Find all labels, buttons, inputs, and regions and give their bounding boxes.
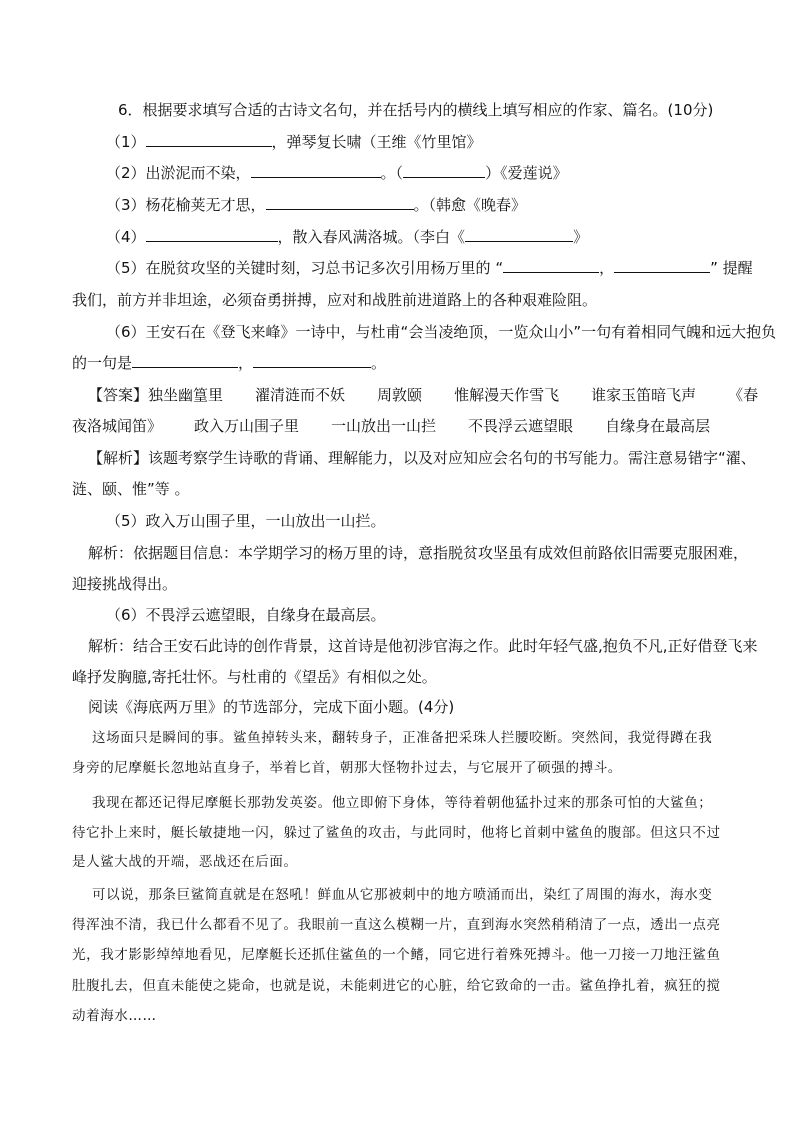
- title-blank[interactable]: [465, 227, 573, 242]
- reading-intro: 阅读《海底两万里》的节选部分，完成下面小题。(4分): [88, 698, 455, 716]
- analysis-label: 【解析】: [88, 449, 149, 467]
- question-6-item-4: （4） ，散入春风满洛城。（李白《 》: [106, 228, 589, 246]
- question-6-item-5-line2: 我们，前方并非坦途，必须奋勇拼搏，应对和战胜前进道路上的各种艰难险阻。: [72, 291, 598, 309]
- answer-blank[interactable]: [251, 163, 381, 178]
- answer-line-1: 【答案】独坐幽篁里 濯清涟而不妖 周敦颐 惟解漫天作雪飞 谁家玉笛暗飞声 《春: [88, 386, 759, 404]
- question-6-item-6-line2: 的一句是 ， 。: [72, 354, 387, 372]
- answer-blank[interactable]: [614, 258, 710, 273]
- analysis-item-6-explain-1: 解析：结合王安石此诗的创作背景，这首诗是他初涉官海之作。此时年轻气盛,抱负不凡,正好借登飞来: [88, 637, 758, 655]
- question-6-item-5-line1: （5）在脱贫攻坚的关键时刻，习总书记多次引用杨万里的 “ ， ” 提醒: [106, 259, 753, 277]
- reading-para-3-line-3: 光，我才影影绰绰地看见，尼摩艇长还抓住鲨鱼的一个鳍，同它进行着殊死搏斗。他一刀接一刀地汪鲨鱼: [72, 947, 721, 963]
- analysis-item-6: （6）不畏浮云遮望眼，自缘身在最高层。: [106, 606, 386, 624]
- reading-para-2-line-2: 待它扑上来时，艇长敏捷地一闪，躲过了鲨鱼的攻击，与此同时，他将匕首刺中鲨鱼的腹部。但这只不过: [72, 825, 721, 841]
- reading-para-2-line-3: 是人鲨大战的开端，恶战还在后面。: [72, 854, 298, 870]
- analysis-item-5-explain-2: 迎接挑战得出。: [72, 575, 178, 593]
- answer-blank[interactable]: [132, 353, 238, 368]
- answer-label: 【答案】: [88, 386, 149, 404]
- question-6-item-6-line1: （6）王安石在《登飞来峰》一诗中，与杜甫“会当凌绝顶，一览众山小”一句有着相同气魄和远大抱负: [106, 323, 777, 341]
- reading-para-2-line-1: 我现在都还记得尼摩艇长那勃发英姿。他立即俯下身体，等待着朝他猛扑过来的那条可怕的大鲨鱼；: [92, 795, 713, 811]
- analysis-item-5-explain-1: 解析：依据题目信息：本学期学习的杨万里的诗，意指脱贫攻坚虽有成效但前路依旧需要克服困难，: [88, 544, 749, 562]
- answer-blank[interactable]: [253, 353, 371, 368]
- answer-blank[interactable]: [503, 258, 599, 273]
- author-blank[interactable]: [403, 163, 485, 178]
- analysis-line-1: 【解析】该题考察学生诗歌的背诵、理解能力，以及对应知应会名句的书写能力。需注意易错字“濯、: [88, 449, 756, 467]
- answer-line-2: 夜洛城闻笛》 政入万山围子里 一山放出一山拦 不畏浮云遮望眼 自缘身在最高层: [72, 417, 711, 435]
- reading-para-3-line-2: 得浑浊不清，我已什么都看不见了。我眼前一直这么模糊一片，直到海水突然稍稍清了一点，透出一点亮: [72, 917, 721, 933]
- reading-para-3-line-1: 可以说，那条巨鲨简直就是在怒吼！鲜血从它那被刺中的地方喷涌而出，染红了周围的海水，海水变: [92, 887, 713, 903]
- reading-para-3-line-5: 动着海水……: [72, 1008, 157, 1024]
- answer-blank[interactable]: [146, 227, 278, 242]
- answer-blank[interactable]: [266, 195, 414, 210]
- analysis-item-5: （5）政入万山围子里，一山放出一山拦。: [106, 512, 386, 530]
- question-6-prompt: 6．根据要求填写合适的古诗文名句，并在括号内的横线上填写相应的作家、篇名。(10分): [118, 101, 714, 119]
- question-6-item-1: （1） ，弹琴复长啸（王维《竹里馆》: [106, 133, 482, 151]
- answer-blank[interactable]: [146, 132, 272, 147]
- reading-para-1-line-2: 身旁的尼摩艇长忽地站直身子，举着匕首，朝那大怪物扑过去，与它展开了硕强的搏斗。: [72, 760, 622, 776]
- question-6-item-2: （2）出淤泥而不染， 。（ ）《爱莲说》: [106, 164, 568, 182]
- analysis-line-2: 涟、颐、惟”等 。: [72, 480, 190, 498]
- question-6-item-3: （3）杨花榆荚无才思， 。（韩愈《晚春》: [106, 196, 527, 214]
- reading-para-3-line-4: 肚腹扎去，但直未能使之毙命，也就是说，未能刺进它的心脏，给它致命的一击。鲨鱼挣扎着，疯狂的搅: [72, 978, 721, 994]
- reading-para-1-line-1: 这场面只是瞬间的事。鲨鱼掉转头来，翻转身子，正准备把采珠人拦腰咬断。突然间，我觉得蹲在我: [92, 730, 713, 746]
- analysis-item-6-explain-2: 峰抒发胸臆,寄托壮怀。与杜甫的《望岳》有相似之处。: [72, 668, 437, 686]
